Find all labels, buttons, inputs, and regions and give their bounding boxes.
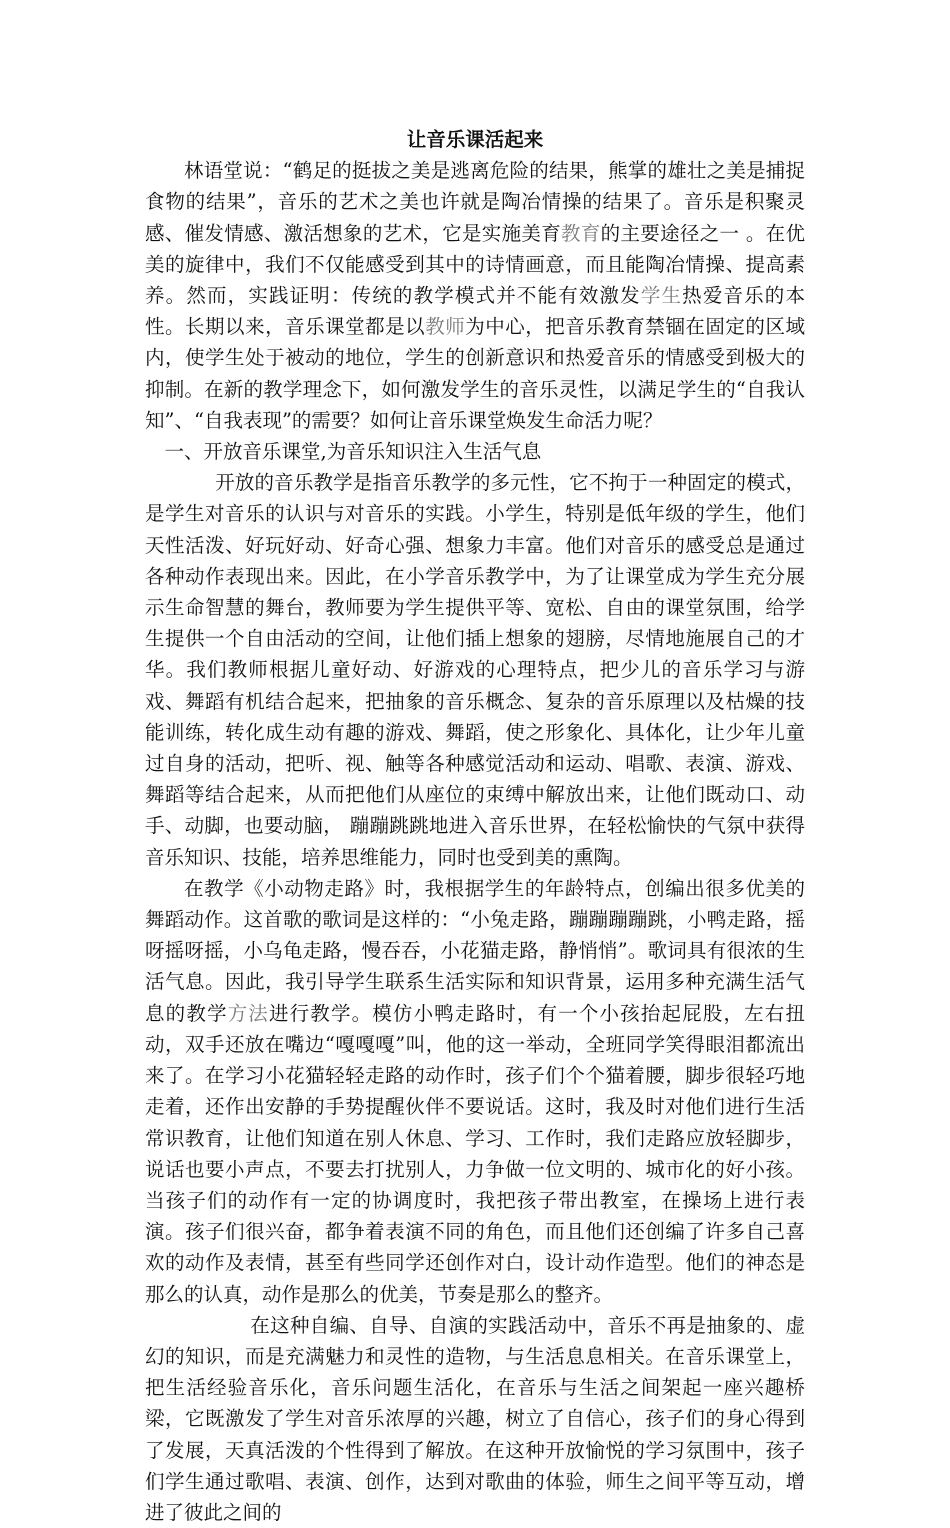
text-run: 林语堂说：“鹤足的挺拔之美是逃离危险的结果，熊掌的雄壮之美是捕捉食物的结果”，音乐的艺术之美也许就是陶冶情操的结果了。音乐是积聚灵感、催发情感、激活想象的艺术，它是实施美育 bbox=[145, 159, 805, 245]
text-run: 为中心，把音乐教育禁锢在固定的区域内，使学生处于被动的地位，学生的创新意识和热爱音乐的情感受到极大的抑制。在新的教学理念下，如何激发学生的音乐灵性，以满足学生的“自我认知”、“自我表现”的需要？如何让音乐课堂焕发生命活力呢？ bbox=[145, 315, 805, 432]
text-run: 的主要途径之一 。在优美的旋律中，我们不仅能感受到其中的诗情画意，而且能陶冶情操、提高素养。然而，实践证明：传统的教学模式并不能有效激发 bbox=[145, 221, 805, 308]
document-title: 让音乐课活起来 bbox=[406, 128, 544, 151]
body-paragraph-1: 开放的音乐教学是指音乐教学的多元性，它不拘于一种固定的模式，是学生对音乐的认识与对音乐的实践。小学生，特别是低年级的学生，他们天性活泼、好玩好动、好奇心强、想象力丰富。他们对音乐的感受总是通过各种动作表现出来。因此，在小学音乐教学中，为了让课堂成为学生充分展示生命智慧的舞台，教师要为学生提供平等、宽松、自由的课堂氛围，给学生提供一个自由活动的空间，让他们插上想象的翅膀，尽情地施展自己的才华。我们教师根据儿童好动、好游戏的心理特点，把少儿的音乐学习与游戏、舞蹈有机结合起来，把抽象的音乐概念、复杂的音乐原理以及枯燥的技能训练，转化成生动有趣的游戏、舞蹈，使之形象化、具体化，让少年儿童过自身的活动，把听、视、触等各种感觉活动和运动、唱歌、表演、游戏、舞蹈等结合起来，从而把他们从座位的束缚中解放出来，让他们既动口、动手、动脚，也要动脑， 蹦蹦跳跳地进入音乐世界，在轻松愉快的气氛中获得音乐知识、技能，培养思维能力，同时也受到美的熏陶。 bbox=[145, 471, 805, 869]
keyword-link[interactable]: 方法 bbox=[227, 1001, 269, 1025]
keyword-link[interactable]: 教师 bbox=[425, 315, 466, 339]
text-run: 进行教学。模仿小鸭走路时，有一个小孩抬起屁股，左右扭动，双手还放在嘴边“嘎嘎嘎”叫，他的这一举动，全班同学笑得眼泪都流出来了。在学习小花猫轻轻走路的动作时，孩子们个个猫着腰，脚步很轻巧地走着，还作出安静的手势提醒伙伴不要说话。这时，我及时对他们进行生活常识教育，让他们知道在别人休息、学习、工作时，我们走路应放轻脚步，说话也要小声点，不要去打扰别人，力争做一位文明的、城市化的好小孩。当孩子们的动作有一定的协调度时，我把孩子带出教室，在操场上进行表演。孩子们很兴奋，都争着表演不同的角色，而且他们还创编了许多自己喜欢的动作及表情，甚至有些同学还创作对白，设计动作造型。他们的神态是那么的认真，动作是那么的优美，节奏是那么的整齐。 bbox=[145, 1001, 805, 1306]
body-paragraph-2 bbox=[145, 873, 805, 1310]
section-heading-1: 一、开放音乐课堂,为音乐知识注入生活气息 bbox=[164, 440, 542, 464]
intro-paragraph bbox=[145, 155, 805, 436]
keyword-link[interactable]: 教育 bbox=[561, 221, 601, 245]
body-paragraph-3: 在这种自编、自导、自演的实践活动中，音乐不再是抽象的、虚幻的知识，而是充满魅力和灵性的造物，与生活息息相关。在音乐课堂上，把生活经验音乐化，音乐问题生活化，在音乐与生活之间架起一座兴趣桥梁，它既激发了学生对音乐浓厚的兴趣，树立了自信心，孩子们的身心得到了发展，天真活泼的个性得到了解放。在这种开放愉悦的学习氛围中，孩子们学生通过歌唱、表演、创作，达到对歌曲的体验，师生之间平等互动，增进了彼此之间的 bbox=[145, 1313, 805, 1524]
keyword-link[interactable]: 学生 bbox=[640, 284, 683, 308]
document-page bbox=[145, 118, 805, 1528]
text-run: 热爱音乐的本性。长期以来，音乐课堂都是以 bbox=[145, 284, 805, 339]
text-run: 在教学《小动物走路》时，我根据学生的年龄特点，创编出很多优美的舞蹈动作。这首歌的歌词是这样的：“小兔走路，蹦蹦蹦蹦跳，小鸭走路，摇呀摇呀摇，小乌龟走路，慢吞吞，小花猫走路，静悄悄”。歌词具有很浓的生活气息。因此，我引导学生联系生活实际和知识背景，运用多种充满生活气息的教学 bbox=[145, 876, 805, 1025]
